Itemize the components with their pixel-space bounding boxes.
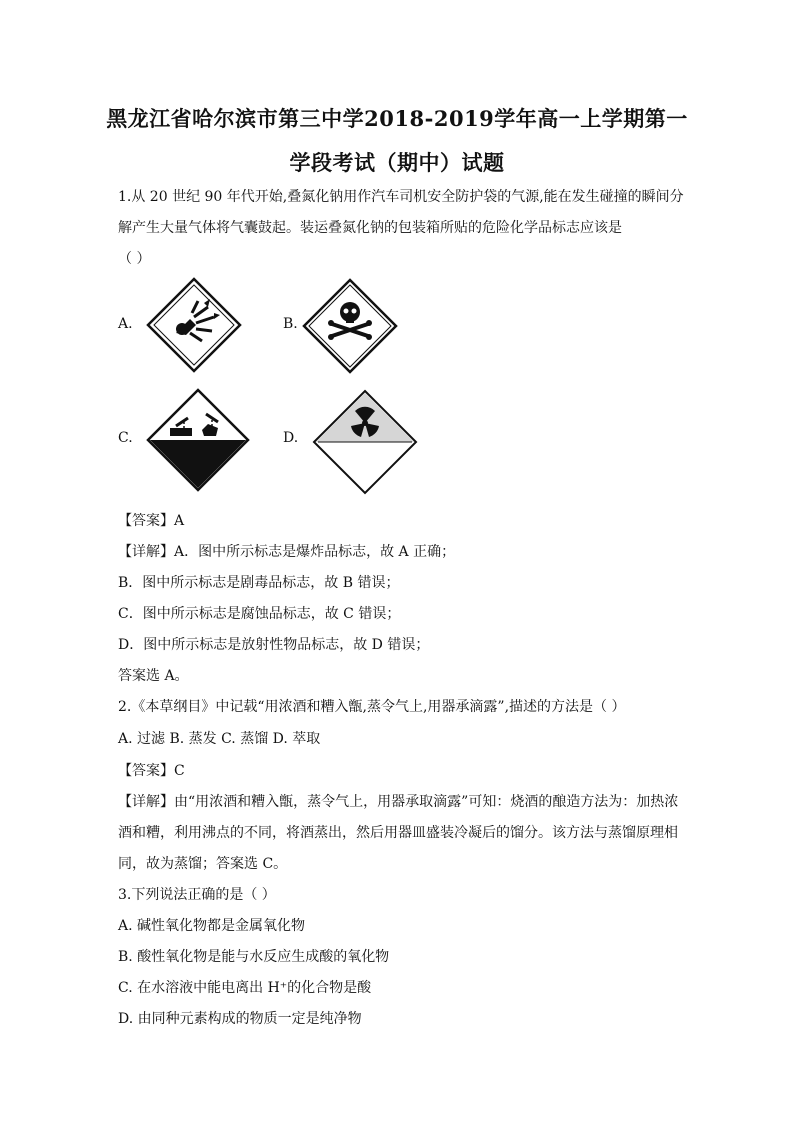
q1-answer: 【答案】A [118, 513, 185, 529]
q1-stem-line1: 1.从 20 世纪 90 年代开始,叠氮化钠用作汽车司机安全防护袋的气源,能在发生碰撞的瞬间分 [118, 189, 684, 205]
q3-option-c: C. 在水溶液中能电离出 H⁺的化合物是酸 [118, 980, 372, 996]
q2-answer: 【答案】C [118, 763, 185, 779]
toxic-skull-sign-icon [302, 278, 398, 374]
radioactive-sign-icon [312, 389, 418, 495]
document-title-line2: 学段考试（期中）试题 [289, 150, 505, 175]
q2-stem: 2.《本草纲目》中记载“用浓酒和糟入甑,蒸令气上,用器承滴露”,描述的方法是（ ） [118, 699, 626, 715]
q1-explain-line3: C．图中所示标志是腐蚀品标志，故 C 错误； [118, 606, 401, 622]
q1-conclusion: 答案选 A。 [118, 668, 189, 684]
corrosive-sign-icon [146, 388, 250, 492]
explosive-sign-icon [146, 277, 242, 373]
q3-option-d: D. 由同种元素构成的物质一定是纯净物 [118, 1011, 362, 1027]
q1-option-a-label: A. [118, 316, 133, 332]
q1-option-d-label: D. [283, 430, 299, 446]
q1-explain-line4: D．图中所示标志是放射性物品标志，故 D 错误； [118, 637, 430, 653]
document-title-line1: 黑龙江省哈尔滨市第三中学2018-2019学年高一上学期第一 [106, 106, 688, 131]
q2-options: A. 过滤 B. 蒸发 C. 蒸馏 D. 萃取 [118, 731, 321, 747]
q2-explain-line3: 同，故为蒸馏；答案选 C。 [118, 856, 288, 872]
q1-option-b-label: B. [283, 316, 298, 332]
q1-explain-line2: B．图中所示标志是剧毒品标志，故 B 错误； [118, 575, 400, 591]
q1-stem-line2: 解产生大量气体将气囊鼓起。装运叠氮化钠的包装箱所贴的危险化学品标志应该是 [118, 220, 622, 236]
q3-stem: 3.下列说法正确的是（ ） [118, 887, 276, 903]
q2-explain-line2: 酒和糟，利用沸点的不同，将酒蒸出，然后用器皿盛装冷凝后的馏分。该方法与蒸馏原理相 [118, 825, 678, 841]
q1-paren: （ ） [118, 251, 151, 267]
q3-option-a: A. 碱性氧化物都是金属氧化物 [118, 918, 306, 934]
q2-explain-line1: 【详解】由“用浓酒和糟入甑，蒸令气上，用器承取滴露”可知：烧酒的酿造方法为：加热浓 [118, 794, 679, 810]
q3-option-b: B. 酸性氧化物是能与水反应生成酸的氧化物 [118, 949, 390, 965]
q1-option-c-label: C. [118, 430, 133, 446]
q1-explain-line1: 【详解】A．图中所示标志是爆炸品标志，故 A 正确； [118, 544, 456, 560]
